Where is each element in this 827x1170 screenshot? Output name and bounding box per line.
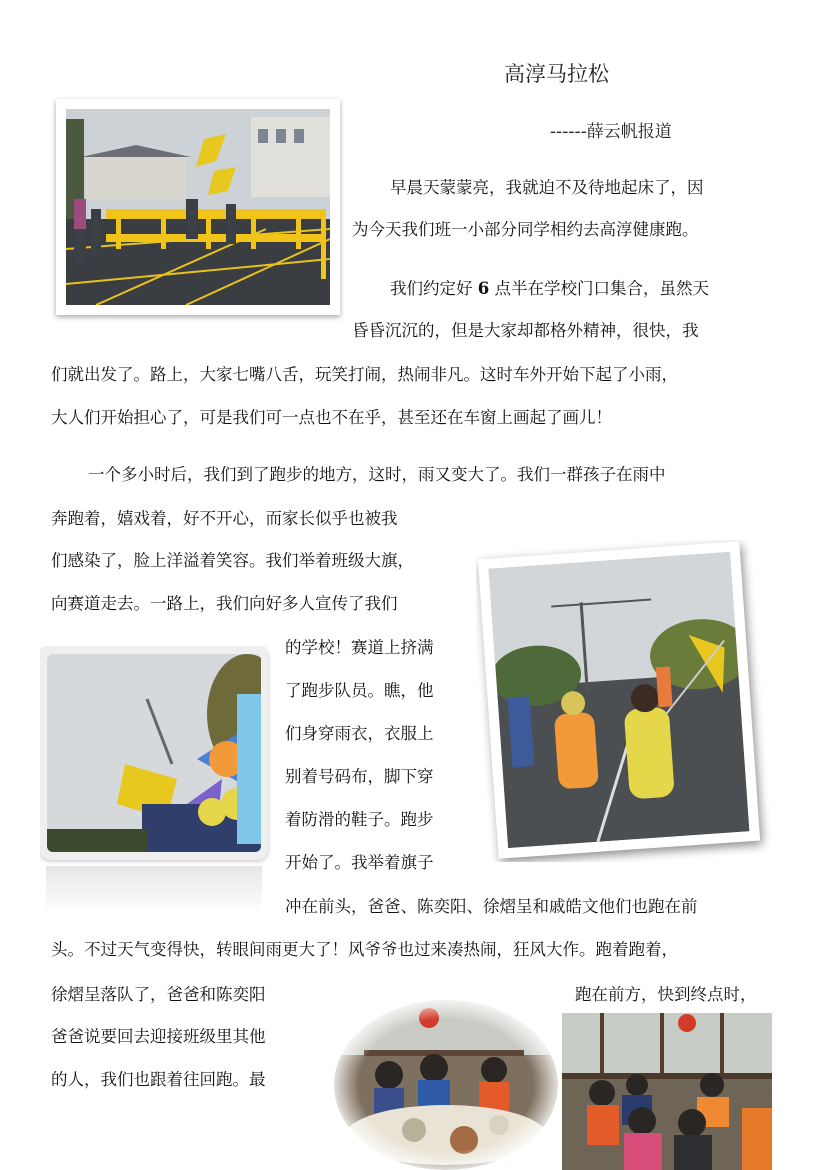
- text-run: 我们约定好: [390, 279, 473, 298]
- paragraph-line: 了跑步队员。瞧，他: [285, 681, 434, 700]
- paragraph-line: 早晨天蒙蒙亮，我就迫不及待地起床了，因: [390, 178, 704, 197]
- paragraph-line: [390, 279, 709, 299]
- paragraph-line: 开始了。我举着旗子: [285, 853, 434, 872]
- paragraph-line: 徐熠呈落队了，爸爸和陈奕阳: [51, 985, 266, 1004]
- paragraph-line: 的人，我们也跟着往回跑。最: [51, 1070, 266, 1089]
- paragraph-line: 跑在前方，快到终点时，: [575, 985, 757, 1004]
- lunch-table-photo-2: [562, 1013, 772, 1170]
- paragraph-line: 一个多小时后，我们到了跑步的地方，这时，雨又变大了。我们一群孩子在雨中: [88, 465, 666, 484]
- text-run-bold: 6: [477, 279, 490, 298]
- paragraph-line: 为今天我们班一小部分同学相约去高淳健康跑。: [352, 220, 699, 239]
- paragraph-line: 爸爸说要回去迎接班级里其他: [51, 1027, 266, 1046]
- paragraph-line: 着防滑的鞋子。跑步: [285, 810, 434, 829]
- lunch-table-photo-1: [334, 1000, 558, 1170]
- paragraph-line: 们身穿雨衣，衣服上: [285, 724, 434, 743]
- paragraph-line: 奔跑着，嬉戏着，好不开心，而家长似乎也被我: [51, 509, 398, 528]
- school-gate-photo: [56, 99, 340, 315]
- article-title: 高淳马拉松: [504, 62, 609, 86]
- paragraph-line: 们感染了，脸上洋溢着笑容。我们举着班级大旗，: [51, 551, 414, 570]
- paragraph-line: 向赛道走去。一路上，我们向好多人宣传了我们: [51, 594, 398, 613]
- paragraph-line: 们就出发了。路上，大家七嘴八舌，玩笑打闹，热闹非凡。这时车外开始下起了小雨，: [51, 365, 678, 384]
- text-run: 点半在学校门口集合，虽然天: [494, 279, 709, 298]
- crowd-flags-photo: [40, 646, 272, 916]
- paragraph-line: 的学校！赛道上挤满: [285, 638, 434, 657]
- paragraph-line: 头。不过天气变得快，转眼间雨更大了！风爷爷也过来凑热闹，狂风大作。跑着跑着，: [51, 940, 678, 959]
- runners-flag-photo: [476, 540, 776, 862]
- paragraph-line: 别着号码布，脚下穿: [285, 767, 434, 786]
- paragraph-line: 大人们开始担心了，可是我们可一点也不在乎，甚至还在车窗上画起了画儿！: [51, 408, 612, 427]
- paragraph-line: 昏昏沉沉的，但是大家却都格外精神，很快，我: [352, 321, 699, 340]
- paragraph-line: 冲在前头，爸爸、陈奕阳、徐熠呈和戚皓文他们也跑在前: [285, 897, 698, 916]
- article-byline: ------薛云帆报道: [550, 122, 672, 142]
